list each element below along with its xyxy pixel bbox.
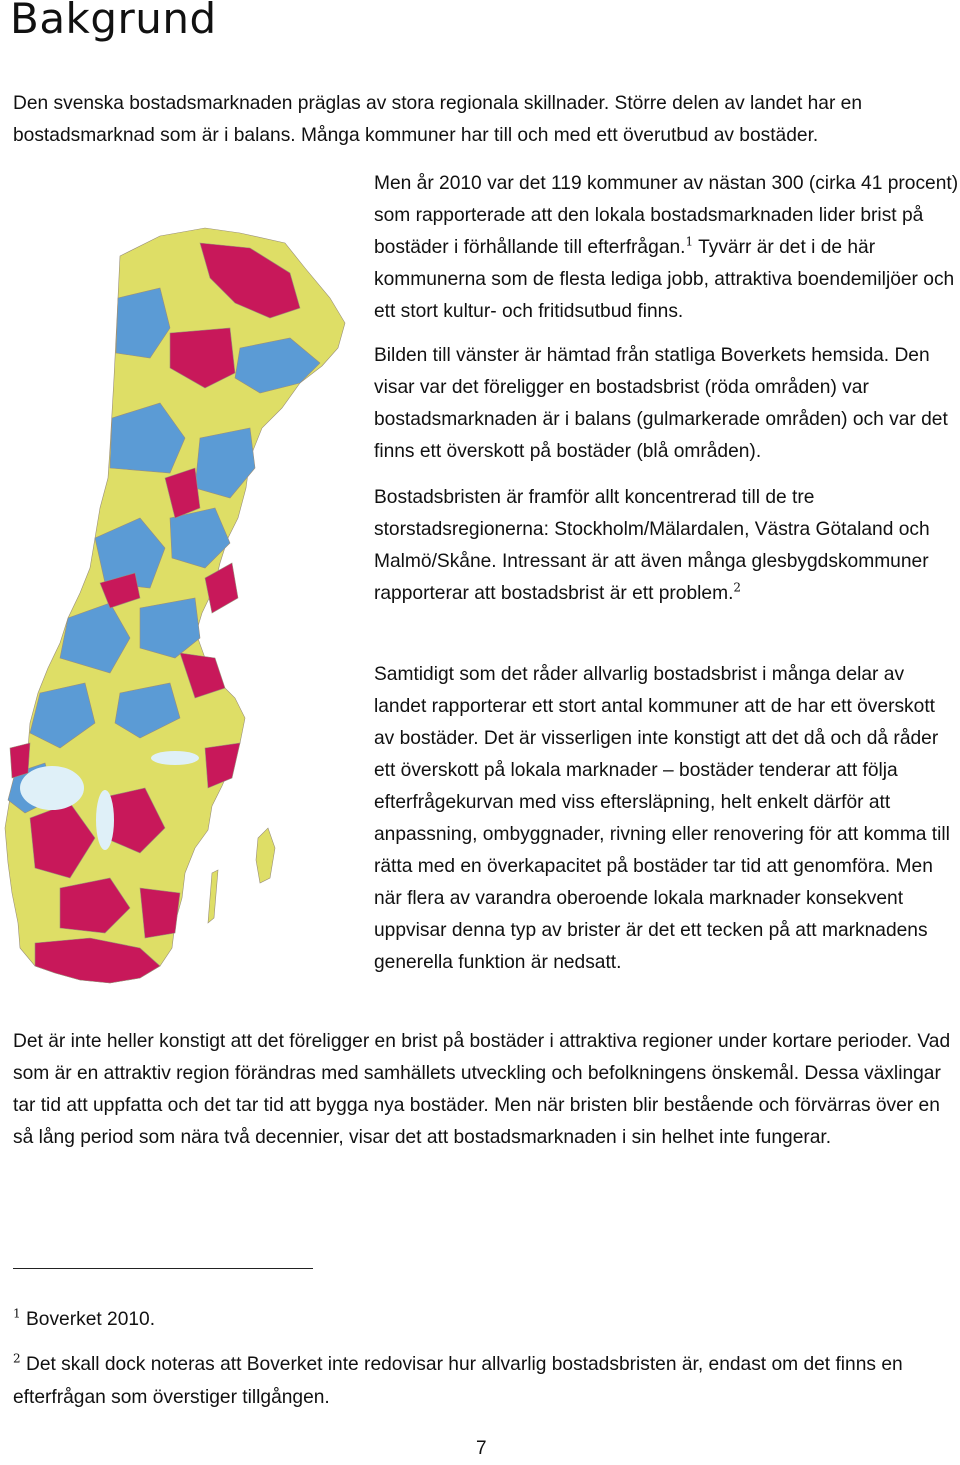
- footnote-divider: [13, 1268, 313, 1269]
- map-region-shortage: [140, 888, 180, 938]
- footnote-ref-2[interactable]: 2: [733, 580, 742, 595]
- footnote-number: 1: [13, 1306, 21, 1321]
- page-title: Bakgrund: [10, 0, 217, 43]
- map-island-gotland: [256, 828, 275, 883]
- paragraph-map-description: Bilden till vänster är hämtad från statliga Boverkets hemsida. Den visar var det föreligger en bostadsbrist (röda områden) var bostadsmarknaden är i balans (gulmarkerade områden) och var det finns ett överskott på bostäder (blå områden).: [374, 345, 948, 462]
- footnote-2: [13, 1348, 943, 1414]
- paragraph-text: Tyvärr är det i de här kommunerna som de flesta lediga jobb, attraktiva boendemiljöer och ett stort kultur- och fritidsutbud finns.: [374, 237, 955, 322]
- paragraph-text: Men år 2010 var det 119 kommuner av nästan 300 (cirka 41 procent) som rapporterade att den lokala bostadsmarknaden lider brist på bostäder i förhållande till efterfrågan.: [374, 173, 959, 258]
- sweden-housing-map: [0, 188, 365, 988]
- map-region-shortage: [10, 743, 30, 778]
- footnote-text: Det skall dock noteras att Boverket inte redovisar hur allvarlig bostadsbristen är, endast om det finns en efterfrågan som överstiger tillgången.: [13, 1354, 903, 1408]
- footnote-text: Boverket 2010.: [20, 1309, 156, 1330]
- map-lake-vattern: [96, 790, 114, 850]
- map-island-oland: [208, 870, 218, 923]
- footnote-ref-1[interactable]: 1: [685, 234, 694, 249]
- paragraph-surplus: Samtidigt som det råder allvarlig bostadsbrist i många delar av landet rapporterar ett stort antal kommuner att de har ett överskott av bostäder. Det är visserligen inte konstigt att det då och då råder ett överskott på lokala marknader – bostäder tenderar att följa efterfrågekurvan med viss eftersläpning, helt enkelt därför att anpassning, ombyggnader, rivning eller renovering för att komma till rätta med en överkapacitet på bostäder tar tid att genomföra. Men när flera av varandra oberoende lokala marknader konsekvent uppvisar denna typ av brister är det ett tecken på att marknadens generella funktion är nedsatt.: [374, 664, 950, 973]
- footnote-1: [13, 1303, 943, 1336]
- paragraph-conclusion: Det är inte heller konstigt att det föreligger en brist på bostäder i attraktiva regioner under kortare perioder. Vad som är en attraktiv region förändras med samhällets utveckling och befolkningens önskemål. Dessa växlingar tar tid att uppfatta och det tar tid att bygga nya bostäder. Men när bristen blir bestående och förvärras över en så lång period som nära två decennier, visar det att bostadsmarknaden i sin helhet inte fungerar.: [13, 1031, 951, 1148]
- paragraph-text: Bostadsbristen är framför allt koncentrerad till de tre storstadsregionerna: Stockholm/Mälardalen, Västra Götaland och Malmö/Skåne. Intressant är att även många glesbygdskommuner rapporterar att bostadsbrist är ett problem.: [374, 487, 930, 604]
- paragraph-shortage-stats: [374, 168, 960, 328]
- map-region-shortage: [205, 743, 240, 788]
- intro-paragraph: Den svenska bostadsmarknaden präglas av stora regionala skillnader. Större delen av landet har en bostadsmarknad som är i balans. Många kommuner har till och med ett överutbud av bostäder.: [13, 93, 863, 146]
- page-number: 7: [476, 1438, 487, 1459]
- map-lake-vanern: [20, 766, 84, 810]
- map-lake-malaren: [151, 751, 199, 765]
- footnote-number: 2: [13, 1351, 21, 1366]
- paragraph-concentration: [374, 482, 960, 610]
